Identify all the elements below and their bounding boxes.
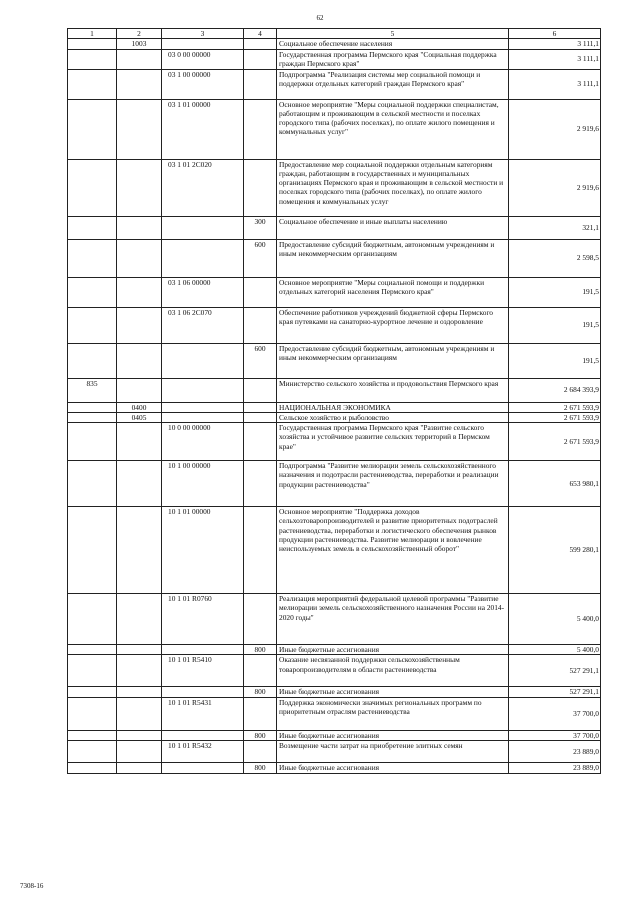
- ministry-code-cell: [68, 762, 117, 773]
- ministry-code-cell: [68, 507, 117, 594]
- ministry-code-cell: [68, 39, 117, 49]
- page-number: 62: [316, 14, 324, 22]
- section-code-cell: [117, 277, 162, 307]
- amount-cell: 3 111,1: [509, 49, 601, 69]
- section-code-cell: 0400: [117, 402, 162, 412]
- expense-type-cell: [244, 461, 277, 507]
- ministry-code-cell: [68, 687, 117, 697]
- target-article-cell: 03 0 00 00000: [162, 49, 244, 69]
- target-article-cell: 03 1 06 00000: [162, 277, 244, 307]
- ministry-code-cell: [68, 277, 117, 307]
- amount-cell: 527 291,1: [509, 687, 601, 697]
- ministry-code-cell: [68, 159, 117, 216]
- ministry-code-cell: [68, 594, 117, 645]
- table-header-row: [68, 29, 601, 39]
- section-code-cell: [117, 645, 162, 655]
- section-code-cell: [117, 343, 162, 378]
- amount-cell: 3 111,1: [509, 69, 601, 99]
- amount-cell: 37 700,0: [509, 697, 601, 730]
- expense-type-cell: [244, 378, 277, 402]
- amount-cell: 2 598,5: [509, 239, 601, 277]
- target-article-cell: 10 1 01 R5432: [162, 740, 244, 762]
- description-cell: Иные бюджетные ассигнования: [277, 762, 509, 773]
- ministry-code-cell: [68, 216, 117, 239]
- footer-code: 7308-16: [20, 882, 44, 890]
- ministry-code-cell: [68, 412, 117, 422]
- section-code-cell: [117, 239, 162, 277]
- table-row: [68, 461, 601, 507]
- amount-cell: 191,5: [509, 343, 601, 378]
- amount-cell: 599 280,1: [509, 507, 601, 594]
- ministry-code-cell: [68, 697, 117, 730]
- header-cell: 4: [244, 29, 277, 39]
- expense-type-cell: [244, 49, 277, 69]
- description-cell: Обеспечение работников учреждений бюджетной сферы Пермского края путевками на санаторно-курортное лечение и оздоровление: [277, 307, 509, 343]
- ministry-code-cell: [68, 99, 117, 159]
- section-code-cell: [117, 507, 162, 594]
- expense-type-cell: [244, 69, 277, 99]
- section-code-cell: [117, 740, 162, 762]
- table-row: [68, 49, 601, 69]
- target-article-cell: [162, 378, 244, 402]
- description-cell: Предоставление мер социальной поддержки отдельным категориям граждан, работающим в государственных и муниципальных организациях Пермского края и проживающим в сельской местности и поселках городского типа (рабочих поселках), по оплате жилого помещения и коммунальных услуг: [277, 159, 509, 216]
- expense-type-cell: 800: [244, 645, 277, 655]
- ministry-code-cell: [68, 461, 117, 507]
- header-cell: 1: [68, 29, 117, 39]
- table-row: [68, 762, 601, 773]
- ministry-code-cell: [68, 655, 117, 687]
- header-cell: 6: [509, 29, 601, 39]
- amount-cell: 5 400,0: [509, 645, 601, 655]
- table-row: [68, 307, 601, 343]
- amount-cell: 653 980,1: [509, 461, 601, 507]
- amount-cell: 37 700,0: [509, 730, 601, 740]
- ministry-code-cell: [68, 402, 117, 412]
- table-row: [68, 740, 601, 762]
- amount-cell: 191,5: [509, 277, 601, 307]
- section-code-cell: [117, 594, 162, 645]
- expense-type-cell: 300: [244, 216, 277, 239]
- amount-cell: 2 671 593,9: [509, 412, 601, 422]
- expense-type-cell: [244, 277, 277, 307]
- amount-cell: 2 684 393,9: [509, 378, 601, 402]
- section-code-cell: [117, 655, 162, 687]
- amount-cell: 5 400,0: [509, 594, 601, 645]
- target-article-cell: [162, 687, 244, 697]
- description-cell: Поддержка экономически значимых региональных программ по приоритетным отраслям растениеводства: [277, 697, 509, 730]
- table-row: [68, 730, 601, 740]
- target-article-cell: 03 1 01 2С020: [162, 159, 244, 216]
- target-article-cell: 10 1 00 00000: [162, 461, 244, 507]
- table-row: [68, 697, 601, 730]
- expense-type-cell: 800: [244, 687, 277, 697]
- table-row: [68, 159, 601, 216]
- section-code-cell: 0405: [117, 412, 162, 422]
- table-row: [68, 412, 601, 422]
- table-row: [68, 507, 601, 594]
- table-row: [68, 216, 601, 239]
- ministry-code-cell: [68, 307, 117, 343]
- ministry-code-cell: [68, 645, 117, 655]
- target-article-cell: [162, 39, 244, 49]
- description-cell: Государственная программа Пермского края "Развитие сельского хозяйства и устойчивое развитие сельских территорий в Пермском крае": [277, 423, 509, 461]
- description-cell: Оказание несвязанной поддержки сельскохозяйственным товаропроизводителям в области растениеводства: [277, 655, 509, 687]
- expense-type-cell: [244, 159, 277, 216]
- description-cell: Подпрограмма "Реализация системы мер социальной помощи и поддержки отдельных категорий граждан Пермского края": [277, 69, 509, 99]
- expense-type-cell: [244, 594, 277, 645]
- description-cell: Реализация мероприятий федеральной целевой программы "Развитие мелиорации земель сельскохозяйственного назначения России на 2014-2020 годы": [277, 594, 509, 645]
- table-row: [68, 687, 601, 697]
- expense-type-cell: [244, 697, 277, 730]
- table-row: [68, 99, 601, 159]
- table-row: [68, 378, 601, 402]
- budget-table: [67, 28, 601, 774]
- target-article-cell: 10 1 01 R5410: [162, 655, 244, 687]
- section-code-cell: [117, 216, 162, 239]
- table-row: [68, 239, 601, 277]
- section-code-cell: [117, 307, 162, 343]
- target-article-cell: [162, 645, 244, 655]
- ministry-code-cell: [68, 343, 117, 378]
- target-article-cell: [162, 239, 244, 277]
- description-cell: Возмещение части затрат на приобретение элитных семян: [277, 740, 509, 762]
- description-cell: Иные бюджетные ассигнования: [277, 687, 509, 697]
- table-row: [68, 343, 601, 378]
- ministry-code-cell: [68, 239, 117, 277]
- ministry-code-cell: [68, 49, 117, 69]
- target-article-cell: 03 1 06 2С070: [162, 307, 244, 343]
- expense-type-cell: [244, 412, 277, 422]
- expense-type-cell: 600: [244, 239, 277, 277]
- expense-type-cell: [244, 655, 277, 687]
- target-article-cell: 03 1 01 00000: [162, 99, 244, 159]
- table-row: [68, 645, 601, 655]
- expense-type-cell: [244, 39, 277, 49]
- table-row: [68, 655, 601, 687]
- ministry-code-cell: [68, 423, 117, 461]
- amount-cell: 2 671 593,9: [509, 423, 601, 461]
- section-code-cell: [117, 423, 162, 461]
- description-cell: Министерство сельского хозяйства и продовольствия Пермского края: [277, 378, 509, 402]
- section-code-cell: [117, 461, 162, 507]
- amount-cell: 23 889,0: [509, 762, 601, 773]
- amount-cell: 2 919,6: [509, 159, 601, 216]
- description-cell: Социальное обеспечение населения: [277, 39, 509, 49]
- expense-type-cell: 600: [244, 343, 277, 378]
- description-cell: Сельское хозяйство и рыболовство: [277, 412, 509, 422]
- section-code-cell: [117, 99, 162, 159]
- expense-type-cell: [244, 307, 277, 343]
- description-cell: Иные бюджетные ассигнования: [277, 645, 509, 655]
- ministry-code-cell: [68, 740, 117, 762]
- budget-table-body: [68, 29, 601, 774]
- target-article-cell: [162, 216, 244, 239]
- target-article-cell: 10 0 00 00000: [162, 423, 244, 461]
- target-article-cell: 10 1 01 R5431: [162, 697, 244, 730]
- section-code-cell: [117, 687, 162, 697]
- amount-cell: 191,5: [509, 307, 601, 343]
- target-article-cell: 10 1 01 00000: [162, 507, 244, 594]
- target-article-cell: [162, 402, 244, 412]
- description-cell: Основное мероприятие "Меры социальной помощи и поддержки отдельных категорий населения Пермского края": [277, 277, 509, 307]
- target-article-cell: [162, 343, 244, 378]
- amount-cell: 321,1: [509, 216, 601, 239]
- expense-type-cell: [244, 507, 277, 594]
- expense-type-cell: [244, 99, 277, 159]
- description-cell: Подпрограмма "Развитие мелиорации земель сельскохозяйственного назначения и подотрасли растениеводства, переработки и реализации продукции растениеводства": [277, 461, 509, 507]
- description-cell: Основное мероприятие "Поддержка доходов сельхозтоваропроизводителей и развитие приоритетных подотраслей растениеводства, переработки и логистического обеспечения рынков продукции растениеводства. Развитие мелиорации и вовлечение неиспользуемых земель в сельскохозяйственный оборот": [277, 507, 509, 594]
- target-article-cell: [162, 730, 244, 740]
- target-article-cell: [162, 412, 244, 422]
- target-article-cell: [162, 762, 244, 773]
- description-cell: НАЦИОНАЛЬНАЯ ЭКОНОМИКА: [277, 402, 509, 412]
- amount-cell: 3 111,1: [509, 39, 601, 49]
- section-code-cell: [117, 49, 162, 69]
- section-code-cell: [117, 378, 162, 402]
- section-code-cell: [117, 159, 162, 216]
- section-code-cell: [117, 69, 162, 99]
- amount-cell: 2 919,6: [509, 99, 601, 159]
- amount-cell: 527 291,1: [509, 655, 601, 687]
- target-article-cell: 10 1 01 R0760: [162, 594, 244, 645]
- section-code-cell: 1003: [117, 39, 162, 49]
- description-cell: Социальное обеспечение и иные выплаты населению: [277, 216, 509, 239]
- ministry-code-cell: 835: [68, 378, 117, 402]
- table-row: [68, 69, 601, 99]
- expense-type-cell: 800: [244, 730, 277, 740]
- description-cell: Основное мероприятие "Меры социальной поддержки специалистам, работающим и проживающим в сельской местности и поселках городского типа (рабочих поселках), по оплате жилого помещения и коммунальных услуг": [277, 99, 509, 159]
- section-code-cell: [117, 762, 162, 773]
- description-cell: Иные бюджетные ассигнования: [277, 730, 509, 740]
- expense-type-cell: 800: [244, 762, 277, 773]
- ministry-code-cell: [68, 730, 117, 740]
- table-row: [68, 423, 601, 461]
- amount-cell: 23 889,0: [509, 740, 601, 762]
- header-cell: 3: [162, 29, 244, 39]
- table-row: [68, 277, 601, 307]
- description-cell: Предоставление субсидий бюджетным, автономным учреждениям и иным некоммерческим организациям: [277, 239, 509, 277]
- section-code-cell: [117, 730, 162, 740]
- amount-cell: 2 671 593,9: [509, 402, 601, 412]
- expense-type-cell: [244, 423, 277, 461]
- header-cell: 2: [117, 29, 162, 39]
- expense-type-cell: [244, 740, 277, 762]
- description-cell: Государственная программа Пермского края "Социальная поддержка граждан Пермского края": [277, 49, 509, 69]
- ministry-code-cell: [68, 69, 117, 99]
- expense-type-cell: [244, 402, 277, 412]
- table-row: [68, 594, 601, 645]
- table-row: [68, 402, 601, 412]
- target-article-cell: 03 1 00 00000: [162, 69, 244, 99]
- section-code-cell: [117, 697, 162, 730]
- description-cell: Предоставление субсидий бюджетным, автономным учреждениям и иным некоммерческим организациям: [277, 343, 509, 378]
- table-row: [68, 39, 601, 49]
- header-cell: 5: [277, 29, 509, 39]
